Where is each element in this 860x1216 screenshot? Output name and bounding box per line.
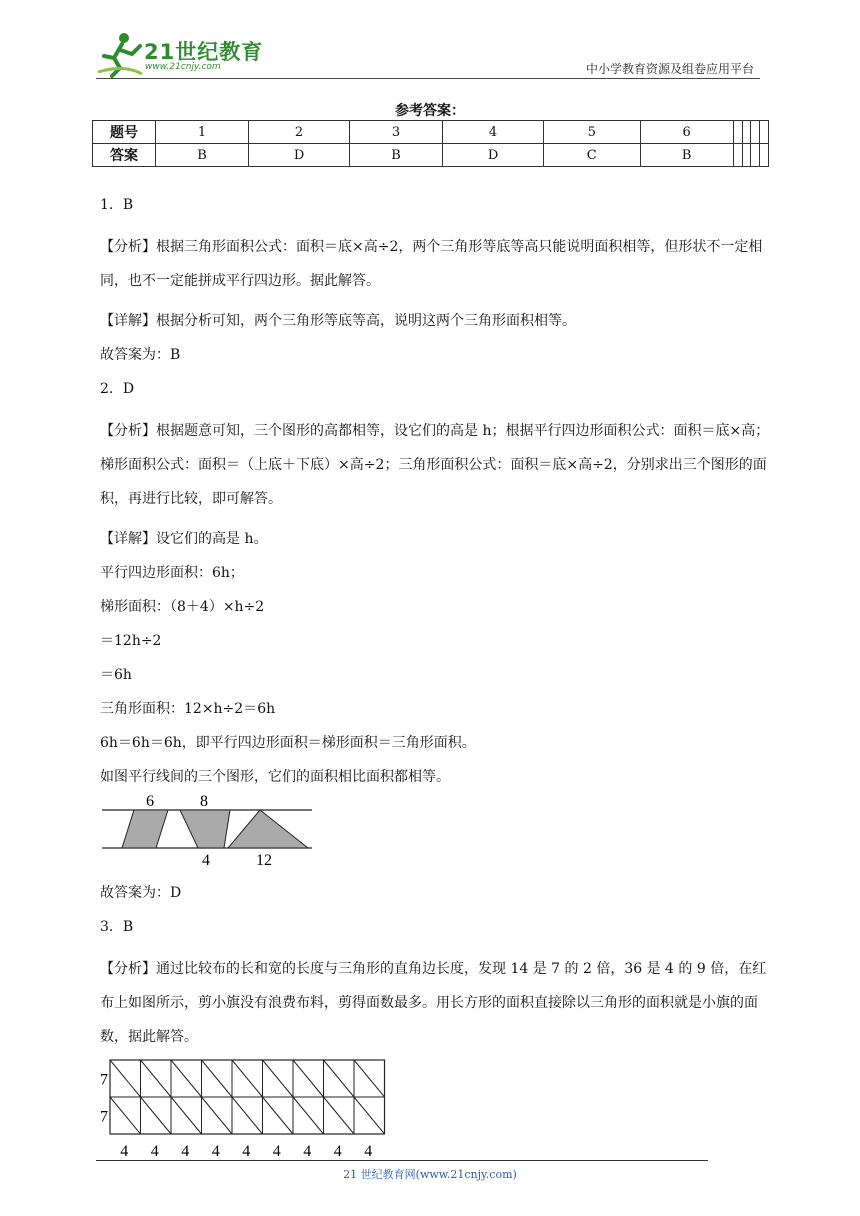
bottom-label: 4	[333, 1143, 342, 1160]
table-cell: 4	[443, 121, 544, 144]
table-cell	[733, 144, 742, 167]
table-cell: B	[640, 144, 733, 167]
q2-line7: 如图平行线间的三个图形，它们的面积相比面积都相等。	[100, 769, 450, 785]
q1-final: 故答案为：B	[100, 347, 181, 363]
row-header-answer: 答案	[93, 144, 156, 167]
answer-title: 参考答案：	[395, 103, 465, 119]
grid-diagonal-line	[141, 1097, 172, 1134]
table-cell: D	[443, 144, 544, 167]
row-header-question: 题号	[93, 121, 156, 144]
table-cell	[751, 144, 760, 167]
platform-label: 中小学教育资源及组卷应用平台	[585, 62, 754, 76]
q2-line5: 三角形面积：12×h÷2＝6h	[100, 701, 276, 717]
bottom-label: 4	[303, 1143, 312, 1160]
grid-diagonal-line	[263, 1097, 294, 1134]
answer-table	[92, 120, 769, 167]
table-cell: D	[249, 144, 350, 167]
logo-text: 21世纪教育	[144, 40, 264, 64]
grid-diagonal-line	[324, 1097, 355, 1134]
solution-content	[100, 196, 772, 1168]
q1-analysis: 【分析】根据三角形面积公式：面积＝底×高÷2，两个三角形等底等高只能说明面积相等，但形状不一定相同，也不一定能拼成平行四边形。据此解答。	[100, 239, 763, 289]
parallelogram-shape	[122, 810, 168, 848]
table-row	[93, 121, 769, 144]
footer-divider	[96, 1160, 708, 1161]
bottom-label: 4	[272, 1143, 281, 1160]
grid-diagonal-line	[354, 1060, 385, 1097]
q3-analysis: 【分析】通过比较布的长和宽的长度与三角形的直角边长度，发现 14 是 7 的 2 倍，36 是 4 的 9 倍，在红布上如图所示，剪小旗没有浪费布料，剪得面数最多。用长方形的面积直接除以三角形的面积就是小旗的面数，据此解答。	[100, 961, 767, 1045]
table-cell: 1	[156, 121, 249, 144]
table-row	[93, 144, 769, 167]
label-triangle-base: 12	[256, 852, 272, 869]
table-cell	[751, 121, 760, 144]
bottom-label: 4	[181, 1143, 190, 1160]
q3-number: 3．B	[100, 919, 134, 935]
table-cell: 5	[543, 121, 640, 144]
table-cell: 3	[349, 121, 442, 144]
bottom-label: 4	[211, 1143, 220, 1160]
q2-detail: 【详解】设它们的高是 h。	[100, 531, 268, 547]
grid-diagonal-line	[232, 1060, 263, 1097]
q1-detail: 【详解】根据分析可知，两个三角形等底等高，说明这两个三角形面积相等。	[100, 313, 576, 329]
bottom-label: 4	[364, 1143, 373, 1160]
label-trapezoid-top: 8	[200, 793, 208, 810]
q2-number: 2．D	[100, 381, 135, 397]
flag-grid-figure	[100, 1056, 400, 1168]
footer-text: 21 世纪教育网(www.21cnjy.com)	[343, 1168, 517, 1181]
q2-line1: 平行四边形面积：6h；	[100, 565, 244, 581]
grid-diagonal-line	[202, 1060, 233, 1097]
grid-diagonal-line	[171, 1060, 202, 1097]
side-label: 7	[100, 1108, 108, 1126]
bottom-label: 4	[242, 1143, 251, 1160]
label-parallelogram-base: 6	[146, 793, 154, 810]
table-cell	[760, 144, 769, 167]
grid-diagonal-line	[354, 1097, 385, 1134]
table-cell	[760, 121, 769, 144]
grid-diagonal-line	[202, 1097, 233, 1134]
grid-diagonal-line	[263, 1060, 294, 1097]
q1-number: 1．B	[100, 197, 134, 213]
page-header	[0, 0, 860, 82]
bottom-label: 4	[120, 1143, 129, 1160]
logo-url: www.21cnjy.com	[145, 62, 221, 72]
grid-diagonal-line	[171, 1097, 202, 1134]
table-cell	[733, 121, 742, 144]
table-cell	[742, 121, 751, 144]
grid-diagonal-line	[324, 1060, 355, 1097]
q2-line2: 梯形面积：（8＋4）×h÷2	[100, 599, 265, 615]
grid-diagonal-line	[110, 1060, 141, 1097]
grid-diagonal-line	[293, 1097, 324, 1134]
grid-diagonal-line	[141, 1060, 172, 1097]
grid-diagonal-line	[293, 1060, 324, 1097]
header-divider	[96, 78, 760, 79]
table-cell: B	[349, 144, 442, 167]
side-label: 7	[100, 1071, 108, 1089]
grid-diagonal-line	[232, 1097, 263, 1134]
table-cell: 2	[249, 121, 350, 144]
bottom-label: 4	[150, 1143, 159, 1160]
parallel-lines-figure	[100, 792, 320, 870]
q2-line6: 6h＝6h＝6h，即平行四边形面积＝梯形面积＝三角形面积。	[100, 735, 476, 751]
q2-line4: ＝6h	[100, 667, 132, 683]
grid-diagonal-line	[110, 1097, 141, 1134]
q2-analysis: 【分析】根据题意可知，三个图形的高都相等，设它们的高是 h；根据平行四边形面积公式：面积＝底×高；梯形面积公式：面积＝（上底＋下底）×高÷2；三角形面积公式：面积＝底×高÷2，分别求出三个图形的面积，再进行比较，即可解答。	[100, 423, 770, 507]
q2-final: 故答案为：D	[100, 885, 182, 901]
triangle-shape	[228, 810, 308, 848]
table-cell: 6	[640, 121, 733, 144]
q2-line3: ＝12h÷2	[100, 633, 162, 649]
trapezoid-shape	[180, 810, 230, 848]
table-cell	[742, 144, 751, 167]
table-cell: C	[543, 144, 640, 167]
table-cell: B	[156, 144, 249, 167]
label-trapezoid-bottom: 4	[202, 852, 210, 869]
